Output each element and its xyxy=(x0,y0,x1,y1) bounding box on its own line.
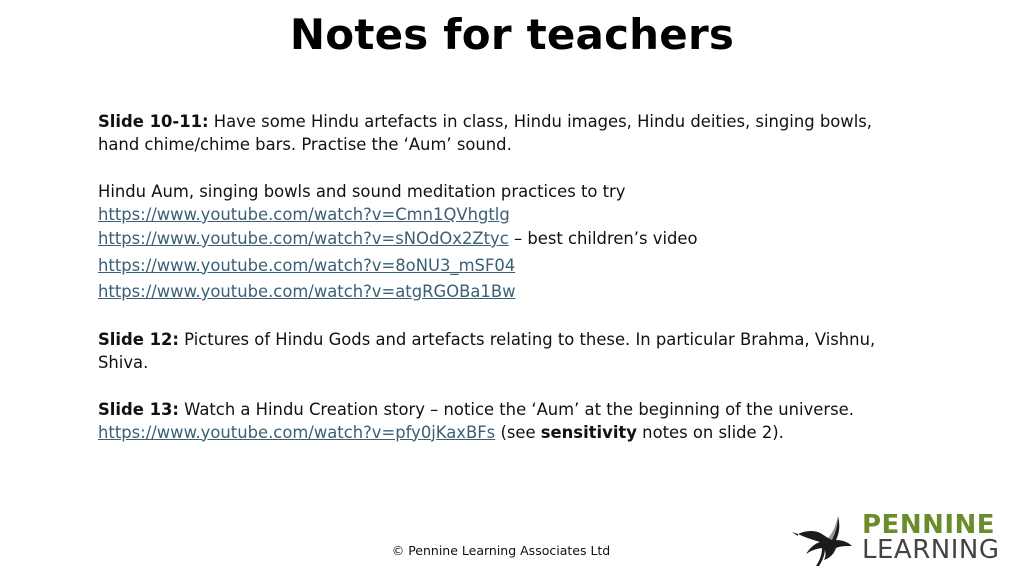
link-line-1 xyxy=(98,203,918,226)
slide-12-note xyxy=(98,328,918,374)
youtube-link-1[interactable]: https://www.youtube.com/watch?v=Cmn1QVhgtlg xyxy=(98,205,510,224)
link-line-4 xyxy=(98,279,918,306)
slide-10-11-label: Slide 10-11: xyxy=(98,112,209,131)
flying-bird-logo-icon xyxy=(792,508,862,570)
logo-line-1: PENNINE xyxy=(862,510,996,540)
link-line-2 xyxy=(98,226,918,253)
youtube-link-3[interactable]: https://www.youtube.com/watch?v=8oNU3_mSF04 xyxy=(98,255,516,275)
link-line-3 xyxy=(98,253,918,280)
pennine-learning-logo xyxy=(792,508,1014,570)
slide-13-link-line xyxy=(98,421,918,444)
slide-13-end-text: notes on slide 2). xyxy=(636,422,784,442)
slide-10-11-text: Have some Hindu artefacts in class, Hindu images, Hindu deities, singing bowls, hand chime/chime bars. Practise the ‘Aum’ sound. xyxy=(98,112,873,154)
slide-12-text: Pictures of Hindu Gods and artefacts relating to these. In particular Brahma, Vishnu, Shiva. xyxy=(98,329,876,372)
slide-10-11-note xyxy=(98,110,918,156)
link-note-2: – best children’s video xyxy=(508,229,698,248)
footer-copyright: © Pennine Learning Associates Ltd xyxy=(391,543,611,558)
slide-12-label: Slide 12: xyxy=(98,329,179,349)
aum-intro: Hindu Aum, singing bowls and sound meditation practices to try xyxy=(98,182,626,201)
slide-13-after-link: (see xyxy=(495,422,541,442)
sensitivity-word: sensitivity xyxy=(540,422,637,442)
youtube-link-4[interactable]: https://www.youtube.com/watch?v=atgRGOBa1Bw xyxy=(98,282,516,301)
slide-13-label: Slide 13: xyxy=(98,399,179,419)
youtube-link-2[interactable]: https://www.youtube.com/watch?v=sNOdOx2Ztyc xyxy=(98,229,509,248)
logo-line-2: LEARNING xyxy=(862,535,1000,565)
page-title: Notes for teachers xyxy=(289,10,735,59)
slide-13-note xyxy=(98,398,918,421)
youtube-link-creation-story[interactable]: https://www.youtube.com/watch?v=pfy0jKaxBFs xyxy=(98,422,496,442)
notes-content xyxy=(98,110,918,444)
slide-13-text: Watch a Hindu Creation story – notice the ‘Aum’ at the beginning of the universe. xyxy=(178,399,854,419)
